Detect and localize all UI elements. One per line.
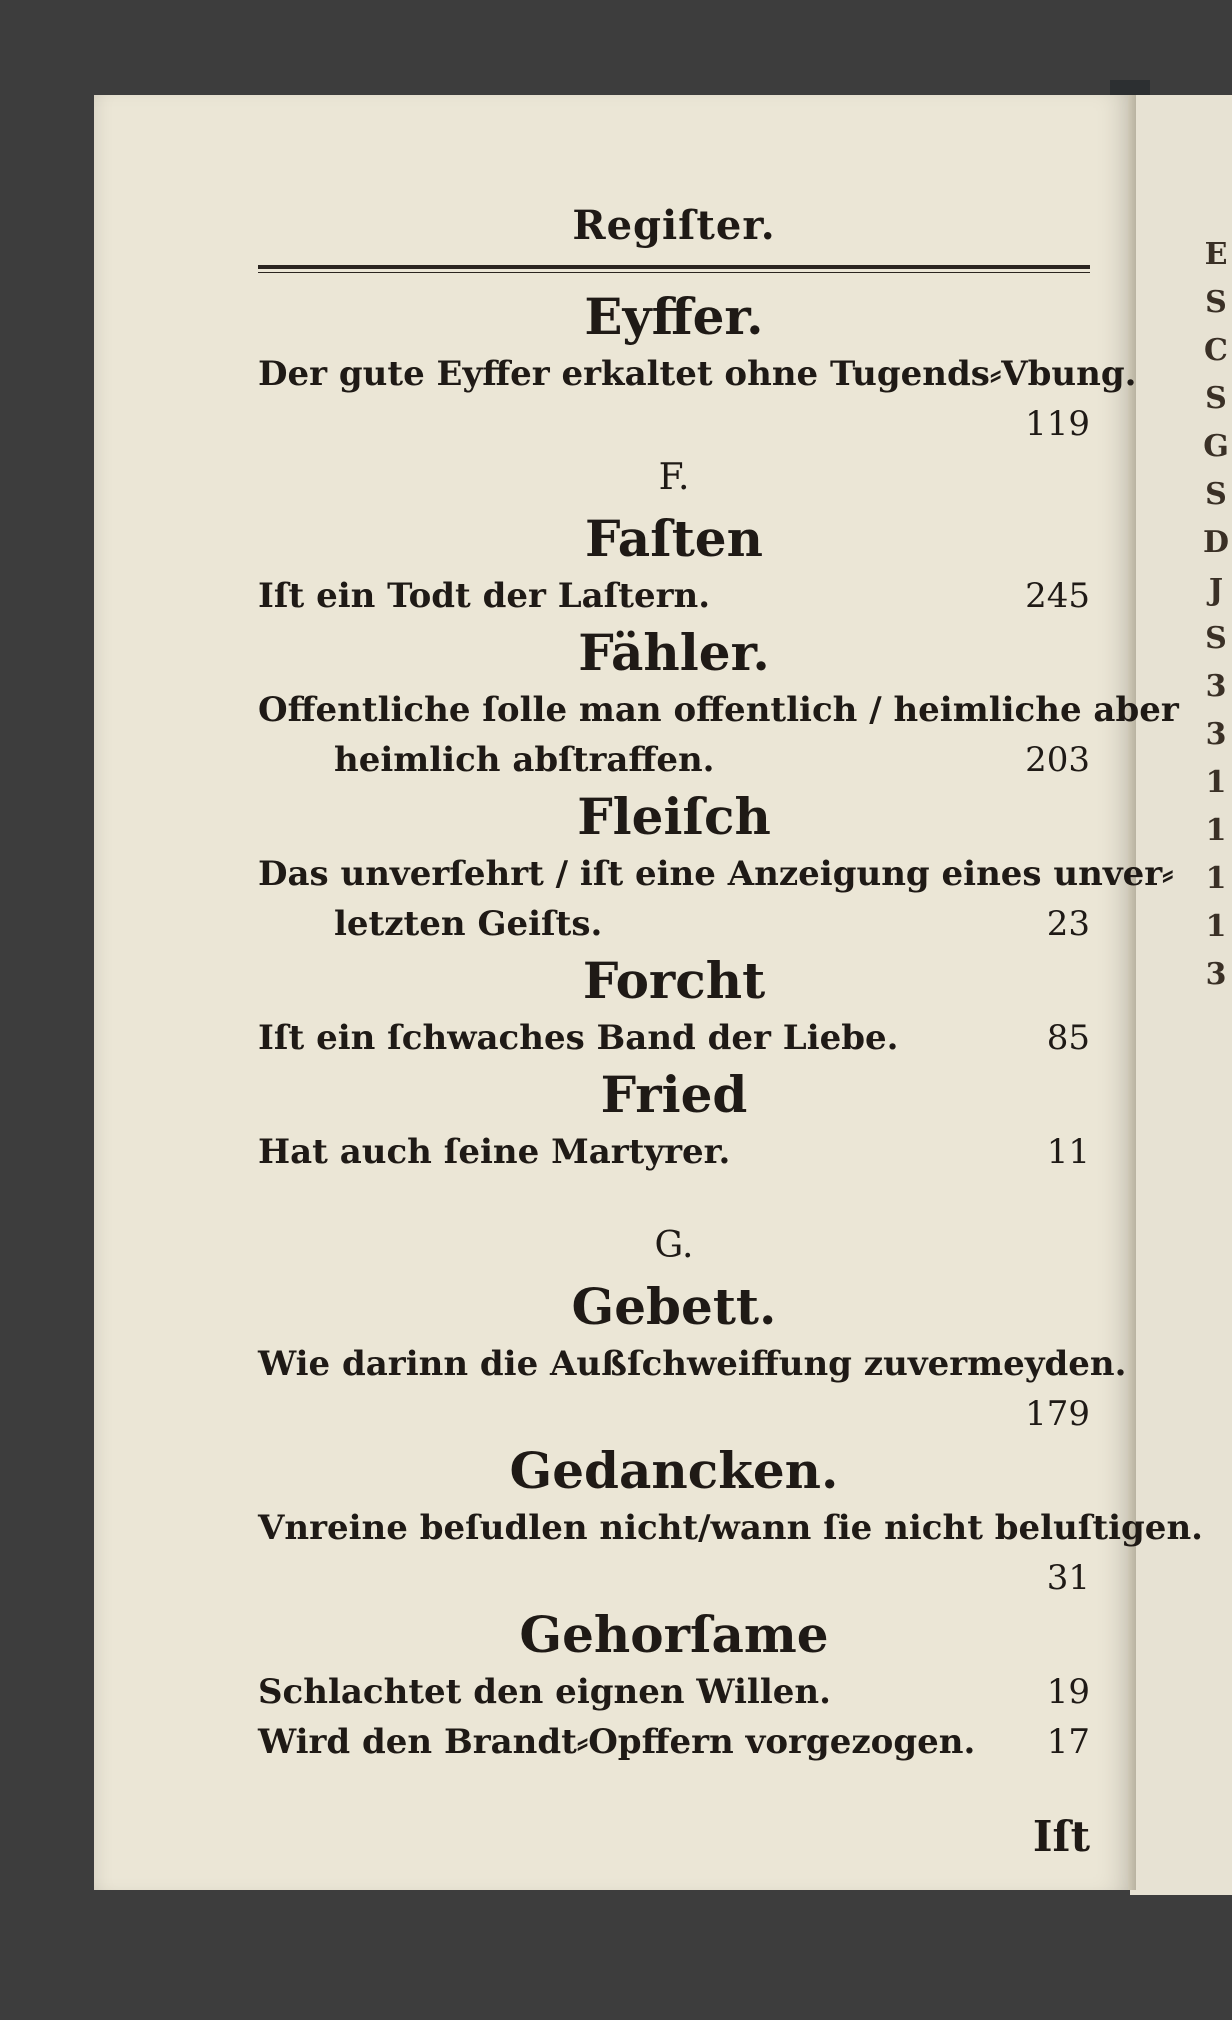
entry-text: letzten Geiſts.: [334, 904, 603, 944]
index-entry: [258, 949, 1090, 1063]
entry-text: Schlachtet den eignen Willen.: [258, 1672, 831, 1712]
page-number: 31: [1046, 1558, 1090, 1598]
page-number: 17: [1046, 1722, 1090, 1762]
entry-text: Vnreine beſudlen nicht/wann ſie nicht beluſtigen.: [258, 1508, 1203, 1548]
index-entry: [258, 1275, 1127, 1439]
facing-glyph: S: [1205, 621, 1227, 656]
entry-line: [258, 1667, 1090, 1717]
catchword: Iſt: [1032, 1812, 1090, 1861]
entry-line: [258, 849, 1174, 899]
entry-heading: Fried: [600, 1065, 748, 1124]
facing-glyph: 3: [1205, 717, 1227, 752]
facing-glyph: 1: [1205, 861, 1227, 896]
entry-text: Wie darinn die Außſchweiffung zuvermeyden.: [258, 1344, 1127, 1384]
entry-heading: Gehorſame: [519, 1605, 829, 1664]
entry-heading: Gedancken.: [509, 1441, 839, 1500]
section-letter: F.: [658, 457, 690, 498]
entry-heading: Gebett.: [571, 1277, 777, 1336]
facing-glyph: 1: [1205, 813, 1227, 848]
page-number: 203: [1025, 740, 1090, 780]
facing-glyph: 3: [1205, 957, 1227, 992]
entry-text: Offentliche ſolle man offentlich / heimliche aber: [258, 690, 1179, 730]
index-entry: [258, 1603, 1090, 1767]
page-number: 23: [1046, 904, 1090, 944]
entry-line: [258, 685, 1179, 735]
facing-glyph: 1: [1205, 765, 1227, 800]
facing-glyph: D: [1202, 525, 1229, 560]
index-entry: [258, 785, 1174, 949]
facing-glyph: S: [1205, 381, 1227, 416]
facing-glyph: J: [1208, 573, 1224, 608]
index-entry: [258, 621, 1179, 785]
entry-text: Iſt ein Todt der Laſtern.: [258, 576, 711, 616]
entry-line: [258, 1717, 1090, 1767]
entry-heading: Fähler.: [578, 623, 770, 682]
entry-heading: Fleiſch: [577, 787, 771, 846]
page-number: 179: [1025, 1394, 1090, 1434]
entry-heading: Eyffer.: [584, 287, 764, 346]
facing-glyph: G: [1203, 429, 1229, 464]
facing-glyph: 1: [1205, 909, 1227, 944]
facing-glyph: S: [1205, 477, 1227, 512]
entry-line: [258, 1503, 1203, 1553]
entry-line: [258, 735, 1090, 785]
page-number: 19: [1046, 1672, 1090, 1712]
running-head: Regiſter.: [572, 202, 776, 249]
entry-line: [258, 571, 1090, 621]
facing-glyph: E: [1204, 237, 1228, 272]
entry-text: Hat auch ſeine Martyrer.: [258, 1132, 731, 1172]
register-content: [258, 195, 1203, 1909]
facing-glyph: S: [1205, 285, 1227, 320]
entry-heading: Faſten: [585, 509, 763, 568]
entry-text: Wird den Brandt⸗Opffern vorgezogen.: [258, 1722, 976, 1762]
facing-page-edge-text: [1200, 237, 1232, 1820]
entry-text: Das unverſehrt / iſt eine Anzeigung eines unver⸗: [258, 854, 1174, 894]
entry-text: heimlich abſtraffen.: [334, 740, 715, 780]
entry-line: [258, 899, 1090, 949]
page-number: 11: [1046, 1132, 1090, 1172]
entry-text: Iſt ein ſchwaches Band der Liebe.: [258, 1018, 899, 1058]
section-letter: G.: [654, 1225, 694, 1266]
page-number: 245: [1025, 576, 1090, 616]
page-number: 119: [1025, 404, 1090, 444]
index-entry: [258, 285, 1137, 449]
page-number: 85: [1046, 1018, 1090, 1058]
entry-line: [258, 1339, 1127, 1389]
index-entry: [258, 1439, 1203, 1603]
index-entry: [258, 507, 1090, 621]
facing-glyph: C: [1204, 333, 1228, 368]
entry-text: Der gute Eyffer erkaltet ohne Tugends⸗Vbung.: [258, 354, 1137, 394]
entry-heading: Forcht: [582, 951, 766, 1010]
entry-line: [258, 1013, 1090, 1063]
head-rule: [258, 265, 1090, 273]
facing-glyph: 3: [1205, 669, 1227, 704]
entry-line: [258, 349, 1137, 399]
entry-line: [258, 1127, 1090, 1177]
index-entry: [258, 1063, 1090, 1177]
